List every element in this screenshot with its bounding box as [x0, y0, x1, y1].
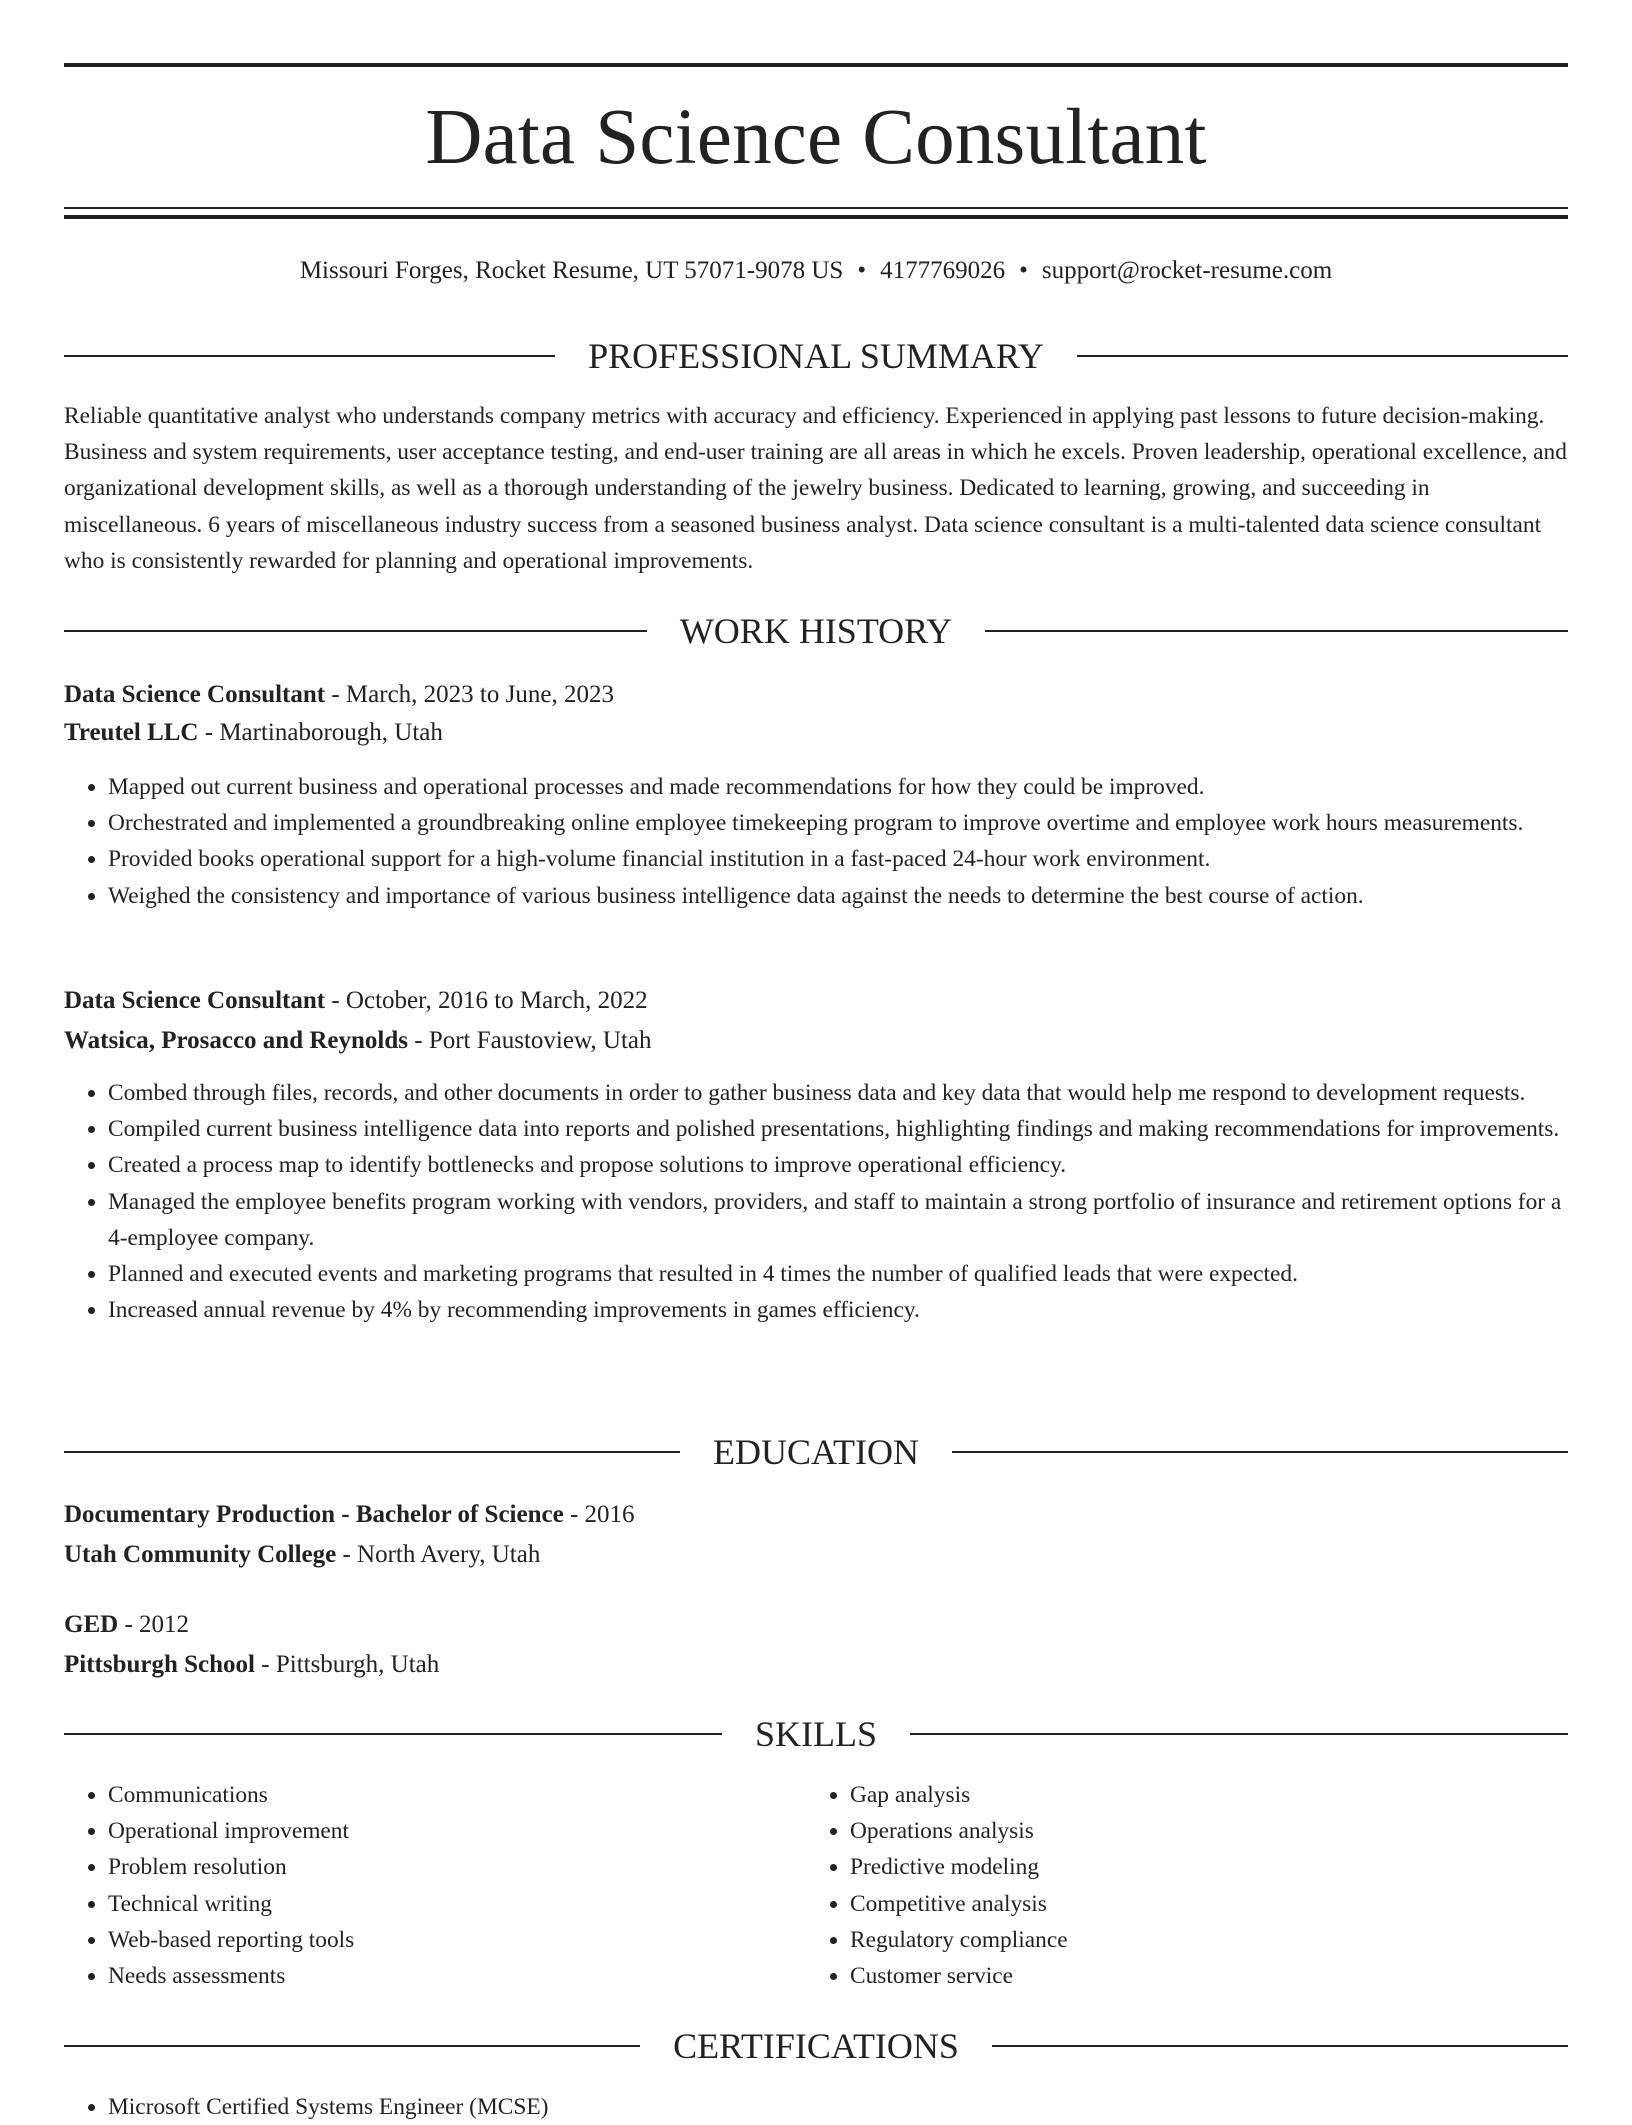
education-2-location: - Pittsburgh, Utah [255, 1651, 440, 1678]
job-2-company: Watsica, Prosacco and Reynolds [64, 1027, 408, 1054]
contact-email: support@rocket-resume.com [1041, 257, 1333, 284]
job-1-location: - Martinaborough, Utah [198, 719, 443, 746]
contact-separator: • [1019, 257, 1028, 284]
divider-line [64, 355, 555, 357]
list-item: • Increased annual revenue by 4% by recommending improvements in games efficiency. [108, 1292, 1568, 1328]
education-2-degree-line [64, 1607, 189, 1643]
education-2-school: Pittsburgh School [64, 1651, 256, 1678]
section-title-skills: SKILLS [755, 1714, 878, 1754]
skill-item: • Operations analysis [850, 1813, 1550, 1849]
skill-item: • Technical writing [108, 1886, 808, 1922]
list-item: • Created a process map to identify bottlenecks and propose solutions to improve operational efficiency. [108, 1147, 1568, 1183]
job-2-location: - Port Faustoview, Utah [408, 1027, 652, 1054]
job-1-company: Treutel LLC [64, 719, 199, 746]
divider-line [64, 2045, 640, 2047]
list-item: • Provided books operational support for a high-volume financial institution in a fast-paced 24-hour work environment. [108, 841, 1568, 877]
education-2-school-line [64, 1647, 439, 1683]
education-1-location: - North Avery, Utah [336, 1541, 541, 1568]
header-rule-thick [64, 215, 1568, 219]
certification-item: • Microsoft Certified Systems Engineer (MCSE) [108, 2089, 1568, 2125]
job-1-title: Data Science Consultant [64, 681, 326, 708]
divider-line [985, 630, 1568, 632]
skills-list-left [64, 1777, 808, 1994]
job-2-dates: - October, 2016 to March, 2022 [325, 987, 648, 1014]
contact-phone: 4177769026 [880, 257, 1006, 284]
list-item: • Weighed the consistency and importance of various business intelligence data against the needs to determine the best course of action. [108, 878, 1568, 914]
contact-address: Missouri Forges, Rocket Resume, UT 57071-9078 US [299, 257, 844, 284]
list-item: • Compiled current business intelligence data into reports and polished presentations, highlighting findings and making recommendations for improvements. [108, 1111, 1568, 1147]
section-header-summary [64, 334, 1568, 378]
education-1-degree: Documentary Production - Bachelor of Science [64, 1501, 564, 1528]
section-header-education [64, 1430, 1568, 1474]
summary-paragraph: Reliable quantitative analyst who understands company metrics with accuracy and efficiency. Experienced in applying past lessons to future decision-making. Business and system requirements, user acceptance testing, and end-user training are all areas in which he excels. Proven leadership, operational excellence, and organizational development skills, as well as a thorough understanding of the jewelry business. Dedicated to learning, growing, and succeeding in miscellaneous. 6 years of miscellaneous industry success from a seasoned business analyst. Data science consultant is a multi-talented data science consultant who is consistently rewarded for planning and operational improvements. [64, 403, 1567, 574]
list-item: • Managed the employee benefits program working with vendors, providers, and staff to maintain a strong portfolio of insurance and retirement options for a 4-employee company. [108, 1184, 1568, 1256]
job-2-bullets [64, 1075, 1568, 1328]
section-header-skills [64, 1712, 1568, 1756]
skill-item: • Customer service [850, 1958, 1550, 1994]
list-item: • Mapped out current business and operational processes and made recommendations for how they could be improved. [108, 769, 1568, 805]
skill-item: • Gap analysis [850, 1777, 1550, 1813]
contact-line [64, 254, 1568, 288]
list-item: • Orchestrated and implemented a groundbreaking online employee timekeeping program to improve overtime and employee work hours measurements. [108, 805, 1568, 841]
skill-item: • Web-based reporting tools [108, 1922, 808, 1958]
skill-item: • Predictive modeling [850, 1849, 1550, 1885]
divider-line [1077, 355, 1568, 357]
skill-item: • Problem resolution [108, 1849, 808, 1885]
job-2-title-line [64, 983, 648, 1019]
divider-line [992, 2045, 1568, 2047]
education-2-year: - 2012 [118, 1611, 190, 1638]
header-top-rule [64, 63, 1568, 67]
education-1-year: - 2016 [563, 1501, 635, 1528]
certifications-list [64, 2089, 1568, 2125]
job-2-company-line [64, 1023, 652, 1059]
skill-item: • Competitive analysis [850, 1886, 1550, 1922]
job-2-title: Data Science Consultant [64, 987, 326, 1014]
list-item: • Planned and executed events and marketing programs that resulted in 4 times the number of qualified leads that were expected. [108, 1256, 1568, 1292]
education-1-degree-line [64, 1497, 635, 1533]
section-header-certifications [64, 2024, 1568, 2068]
list-item: • Combed through files, records, and other documents in order to gather business data and key data that would help me respond to development requests. [108, 1075, 1568, 1111]
skill-item: • Communications [108, 1777, 808, 1813]
job-1-company-line [64, 715, 443, 751]
header-rule-thin [64, 207, 1568, 209]
job-1-bullets [64, 769, 1568, 914]
education-1-school: Utah Community College [64, 1541, 337, 1568]
education-1-school-line [64, 1537, 540, 1573]
skill-item: • Operational improvement [108, 1813, 808, 1849]
job-1-title-line [64, 677, 614, 713]
section-title-certifications: CERTIFICATIONS [673, 2026, 959, 2066]
section-title-education: EDUCATION [713, 1432, 919, 1472]
divider-line [952, 1451, 1568, 1453]
resume-title: Data Science Consultant [425, 94, 1207, 181]
skill-item: • Needs assessments [108, 1958, 808, 1994]
section-title-work: WORK HISTORY [679, 611, 953, 651]
section-header-work [64, 609, 1568, 653]
divider-line [64, 1451, 680, 1453]
divider-line [64, 1733, 722, 1735]
contact-separator: • [857, 257, 867, 284]
divider-line [910, 1733, 1568, 1735]
divider-line [64, 630, 647, 632]
job-1-dates: - March, 2023 to June, 2023 [325, 681, 614, 708]
skill-item: • Regulatory compliance [850, 1922, 1550, 1958]
education-2-degree: GED [64, 1611, 119, 1638]
section-title-summary: PROFESSIONAL SUMMARY [588, 336, 1044, 376]
skills-list-right [806, 1777, 1550, 1994]
